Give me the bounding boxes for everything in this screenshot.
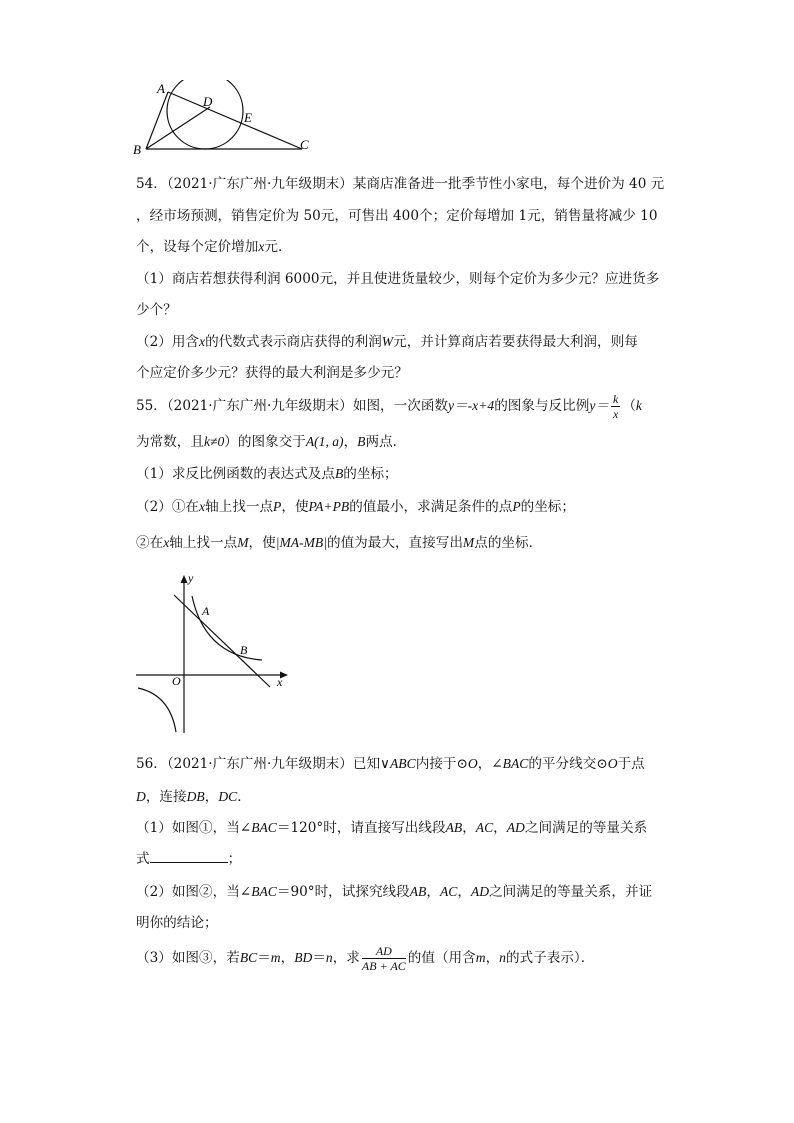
q55-line-2: 为常数，且k≠0）的图象交于A(1, a)，B两点． bbox=[136, 434, 407, 450]
q54-line-7: 个应定价多少元？获得的最大利润是多少元？ bbox=[136, 365, 408, 381]
q54-line-5: 少个？ bbox=[136, 302, 177, 318]
q55-line-1: 55．（2021·广东广州·九年级期末）如图，一次函数y＝-x+4的图象与反比例y＝ $\frac{k}{x}$ （k bbox=[136, 392, 642, 421]
q55-line-3: （1）求反比例函数的表达式及点B的坐标； bbox=[136, 466, 398, 482]
linear-function-line bbox=[174, 595, 270, 687]
label-B: B bbox=[133, 142, 141, 157]
circle bbox=[167, 80, 243, 149]
q56-line-6: 明你的结论； bbox=[136, 915, 218, 931]
q56-line-1: 56．（2021·广东广州·九年级期末）已知∨ABC内接于⊙O，∠BAC的平分线交⊙O于点 bbox=[136, 756, 645, 772]
q54-line-1: 54．（2021·广东广州·九年级期末）某商店准备进一批季节性小家电，每个进价为 40 元 bbox=[136, 176, 665, 192]
q56-line-3: （1）如图①，当∠BAC＝120°时，请直接写出线段AB，AC，AD之间满足的等量关系 bbox=[136, 820, 648, 836]
answer-blank bbox=[150, 850, 228, 863]
label-x: x bbox=[277, 675, 283, 689]
label-O: O bbox=[172, 674, 181, 688]
segment-BD bbox=[146, 107, 210, 149]
label-y: y bbox=[188, 571, 194, 585]
fraction-AD-over-AB-plus-AC: $\frac{AD}{AB + AC}$ bbox=[361, 944, 406, 973]
segment-AC bbox=[168, 92, 302, 149]
q56-line-4: 式 ； bbox=[136, 851, 242, 867]
label-A: A bbox=[202, 604, 210, 618]
q54-line-4: （1）商店若想获得利润 6000元，并且使进货量较少，则每个定价为多少元？应进货多 bbox=[136, 271, 660, 287]
label-C: C bbox=[300, 137, 309, 152]
hyperbola-branch-third-quadrant bbox=[138, 688, 176, 732]
q55-line-5: ②在x轴上找一点M，使|MA-MB|的值为最大，直接写出M点的坐标． bbox=[136, 535, 543, 551]
q54-line-2: ，经市场预测，销售定价为 50元，可售出 400个；定价每增加 1元，销售量将减少 10 bbox=[136, 208, 658, 224]
q54-line-3: 个，设每个定价增加x元． bbox=[136, 239, 292, 255]
function-graph-figure bbox=[130, 570, 300, 740]
label-E: E bbox=[244, 110, 252, 125]
q56-line-2: D，连接DB，DC． bbox=[136, 789, 251, 805]
q54-line-6: （2）用含x的代数式表示商店获得的利润W元，并计算商店若要获得最大利润，则每 bbox=[136, 334, 638, 350]
fraction-k-over-x: $\frac{k}{x}$ bbox=[612, 392, 619, 421]
q55-line-4: （2）①在x轴上找一点P，使PA+PB的值最小，求满足条件的点P的坐标； bbox=[136, 499, 575, 515]
geometry-figure-circle bbox=[130, 80, 330, 160]
segment-AB bbox=[146, 92, 168, 149]
q56-line-7: （3）如图③，若BC＝m，BD＝n，求 $\frac{AD}{AB + AC}$ 的值（用含m，n的式子表示）． bbox=[136, 944, 595, 973]
q56-line-5: （2）如图②，当∠BAC＝90°时，试探究线段AB，AC，AD之间满足的等量关系，并证 bbox=[136, 884, 653, 900]
label-D: D bbox=[203, 94, 213, 109]
y-axis-arrow bbox=[181, 575, 188, 583]
label-B: B bbox=[240, 643, 248, 657]
label-A: A bbox=[157, 81, 165, 96]
